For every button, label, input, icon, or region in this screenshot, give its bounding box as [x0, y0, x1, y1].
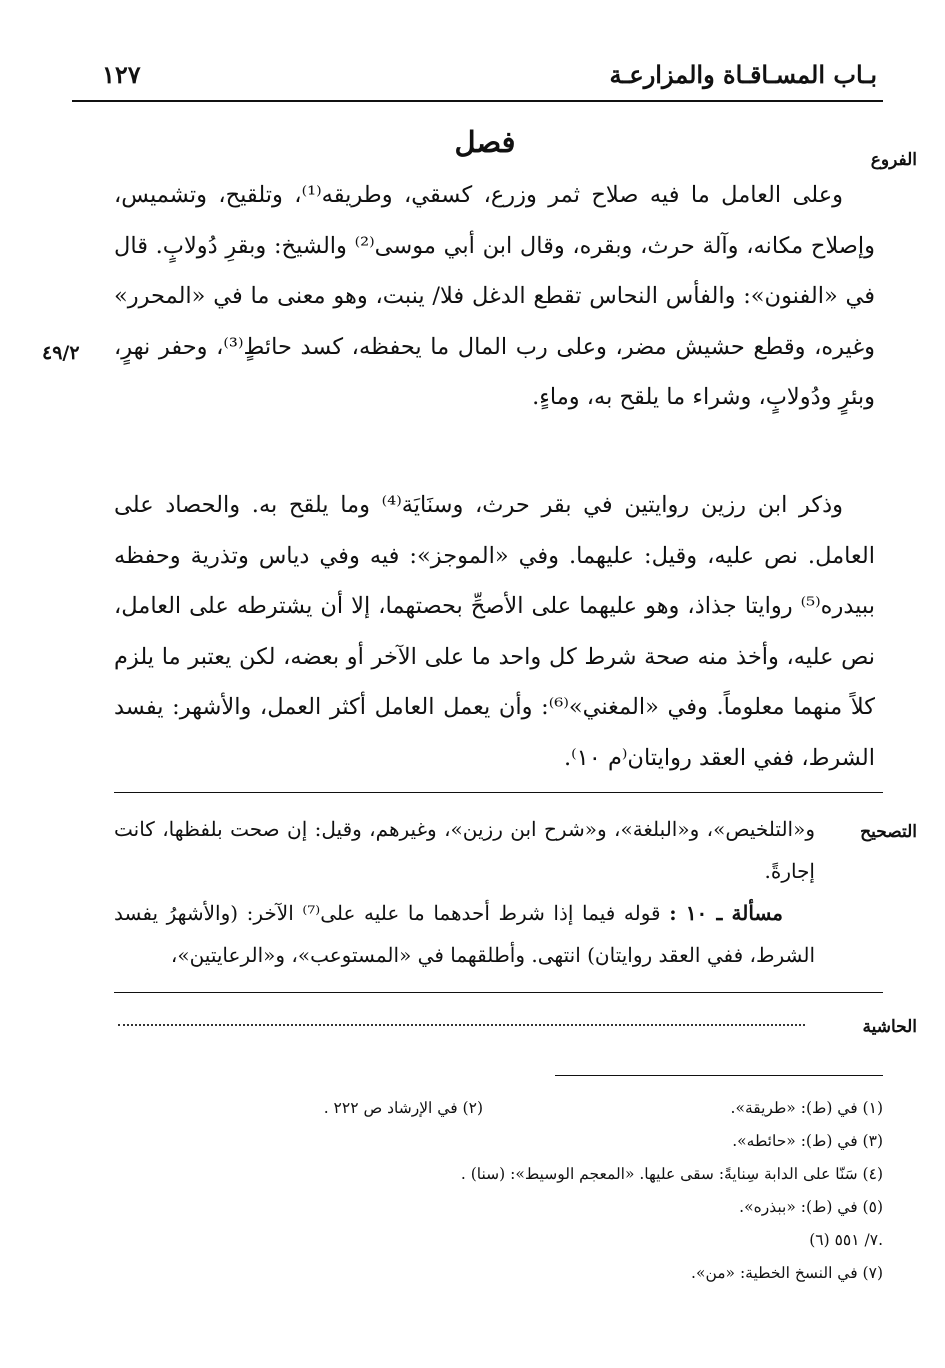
footnote-rule: [555, 1075, 883, 1076]
header-rule: [72, 100, 883, 102]
margin-label-furu: الفروع: [870, 150, 917, 170]
page-number: ١٢٧: [102, 60, 141, 89]
section-divider: [114, 992, 883, 993]
footnotes: [160, 1092, 883, 1290]
main-paragraph-1: وعلى العامل ما فيه صلاح ثمر وزرع، كسقي، وطريقه⁽¹⁾، وتلقيح، وتشميس، وإصلاح مكانه، وآلة حرث، وبقره، وقال ابن أبي موسى⁽²⁾ والشيخ: وبقرِ دُولابٍ. قال في «الفنون»: والفأس النحاس تقطع الدغل فلا/ ينبت، وهو معنى ما في «المحرر» وغيره، وقطع حشيش مضر، وعلى رب المال ما يحفظه، كسد حائطٍ⁽³⁾، وحفر نهرٍ، وبئرٍ ودُولابٍ، وشراء ما يلقح به، وماءٍ.: [114, 182, 875, 410]
footnote-4: (٤) سَنّا على الدابة سِنايةً: سقى عليها. «المعجم الوسيط»: (سنا) .: [460, 1165, 883, 1183]
issue-text: قوله فيما إذا شرط أحدهما ما عليه على⁽⁷⁾ الآخر: (والأشهرُ يفسد الشرط، ففي العقد روايتان) انتهى. وأطلقهما في «المستوعب»، و«الرعايتين»،: [114, 901, 815, 967]
footnote-row: [160, 1125, 883, 1158]
running-title: بـاب المسـاقـاة والمزارعـة: [609, 60, 877, 89]
footnote-5: (٥) في (ط): «ببذره».: [739, 1198, 883, 1216]
footnote-7: (٧) في النسخ الخطية: «من».: [691, 1264, 883, 1282]
footnote-row: [160, 1191, 883, 1224]
margin-label-hashiya: الحاشية: [862, 1017, 917, 1037]
footnote-1: (١) في (ط): «طريقة».: [730, 1099, 883, 1117]
footnote-2: (٢) في الإرشاد ص ٢٢٢ .: [323, 1099, 483, 1117]
main-paragraph-2: وذكر ابن رزين روايتين في بقر حرث، وسنَايَة⁽⁴⁾ وما يلقح به. والحصاد على العامل. نص عليه، وقيل: عليهما. وفي «الموجز»: فيه وفي دياس وتذرية وحفظه ببيدره⁽⁵⁾ روايتا جذاذ، وهو عليهما على الأصحِّ بحصتهما، إلا أن يشترطه على العامل، نص عليه، وأخذ منه صحة شرط كل واحد ما على الآخر أو بعضه، لكن يعتبر ما يلزم كلاً منهما معلوماً. وفي «المغني»⁽⁶⁾: وأن يعمل العامل أكثر العمل، والأشهر: يفسد الشرط، ففي العقد روايتان⁽م ١٠⁾.: [114, 492, 875, 771]
margin-reference: ٤٩/٢: [42, 342, 80, 364]
footnote-row: [160, 1158, 883, 1191]
footnote-row: [160, 1257, 883, 1290]
hashiya-dotted-line: [118, 1024, 805, 1026]
section-heading: فصل: [454, 125, 516, 159]
footnote-row: [160, 1224, 883, 1257]
issue-label: مسألة ـ ١٠ :: [669, 901, 784, 925]
margin-label-tashih: التصحيح: [860, 822, 917, 842]
tashih-issue: [114, 892, 815, 976]
section-divider: [114, 792, 883, 793]
tashih-continuation: و«التلخيص»، و«البلغة»، و«شرح ابن رزين»، وغيرهم، وقيل: إن صحت بلفظها، كانت إجارةً.: [114, 817, 815, 883]
footnote-6: (٦) ٧/ ٥٥١.: [809, 1231, 883, 1249]
footnote-3: (٣) في (ط): «حائطه».: [732, 1132, 883, 1150]
footnote-row: [160, 1092, 883, 1125]
